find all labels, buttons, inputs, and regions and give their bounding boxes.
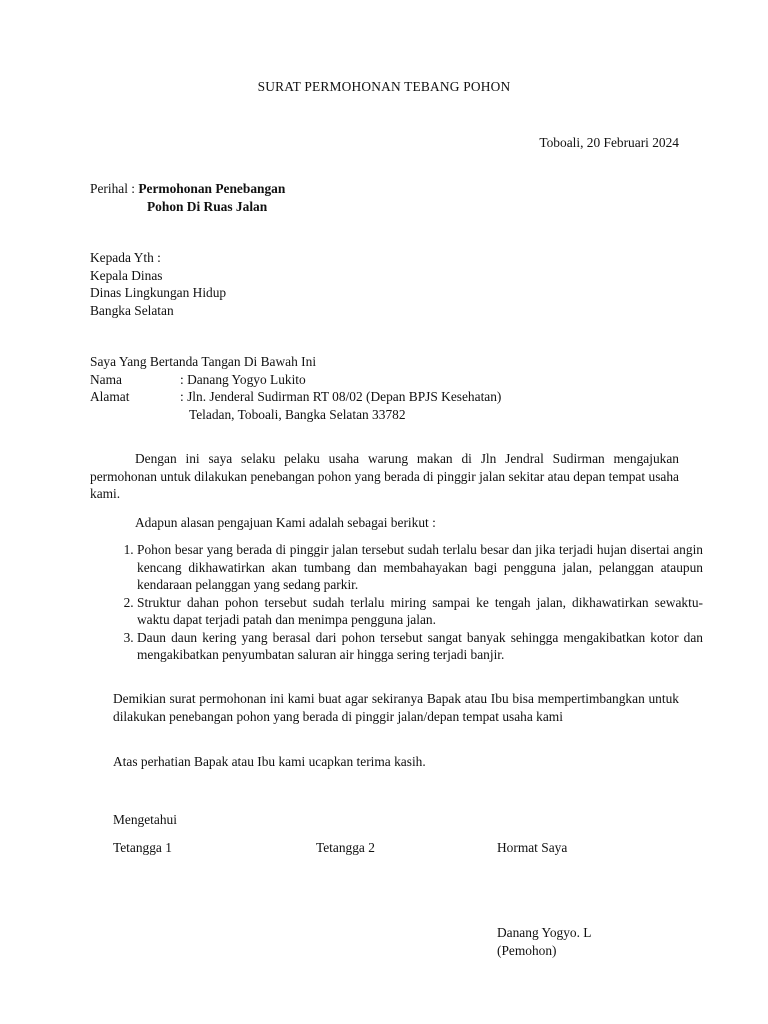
closing-paragraph-2: Atas perhatian Bapak atau Ibu kami ucapkan terima kasih. — [113, 754, 426, 769]
recipient-line-4: Bangka Selatan — [90, 302, 174, 318]
acknowledged-label: Mengetahui — [113, 812, 177, 827]
recipient-line-3: Dinas Lingkungan Hidup — [90, 285, 227, 300]
applicant-address-row — [90, 388, 501, 406]
closing-paragraph-1: Demikian surat permohonan ini kami buat agar sekiranya Bapak atau Ibu bisa mempertimbangkan untuk dilakukan penebangan pohon yang berada di pinggir jalan/depan tempat usaha kami — [113, 691, 679, 724]
recipient-line-1: Kepada Yth : — [90, 250, 161, 265]
subject-label: Perihal : — [90, 181, 139, 196]
reason-item: 1. Pohon besar yang berada di pinggir jalan tersebut sudah terlalu besar dan jika terjadi hujan disertai angin kencang dikhawatirkan akan tumbang dan membahayakan bagi pengguna jalan, pelanggan ataupun kendaraan pelanggan yang sedang parkir. — [137, 541, 703, 594]
subject-line-1 — [90, 180, 285, 198]
recipient-block — [90, 249, 226, 319]
signer-role: (Pemohon) — [497, 943, 557, 958]
neighbor-2-label: Tetangga 2 — [316, 840, 375, 855]
body-paragraph-1: Dengan ini saya selaku pelaku usaha warung makan di Jln Jendral Sudirman mengajukan permohonan untuk dilakukan penebangan pohon yang berada di pinggir jalan sekitar atau depan tempat usaha kami. — [90, 451, 679, 501]
signer-name: Danang Yogyo. L — [497, 925, 592, 940]
subject-block — [90, 180, 285, 215]
address-label: Alamat — [90, 389, 130, 404]
reason-item: 3. Daun daun kering yang berasal dari pohon tersebut sangat banyak sehingga mengakibatkan kotor dan mengakibatkan penyumbatan saluran air hingga sering terjadi banjir. — [137, 629, 703, 664]
body-paragraph-2: Adapun alasan pengajuan Kami adalah sebagai berikut : — [135, 515, 436, 530]
neighbor-1-label: Tetangga 1 — [113, 840, 172, 855]
applicant-intro: Saya Yang Bertanda Tangan Di Bawah Ini — [90, 354, 317, 369]
reasons-list — [113, 541, 703, 664]
subject-text-1: Permohonan Penebangan — [138, 181, 286, 196]
address-value-1: : Jln. Jenderal Sudirman RT 08/02 (Depan BPJS Kesehatan) — [180, 389, 502, 404]
letter-title: SURAT PERMOHONAN TEBANG POHON — [257, 79, 511, 94]
recipient-line-2: Kepala Dinas — [90, 267, 163, 283]
address-value-2: Teladan, Toboali, Bangka Selatan 33782 — [189, 406, 406, 422]
regards-label: Hormat Saya — [497, 840, 568, 855]
letter-date: Toboali, 20 Februari 2024 — [539, 135, 679, 150]
subject-text-2: Pohon Di Ruas Jalan — [147, 198, 268, 214]
applicant-block — [90, 353, 501, 423]
name-value: : Danang Yogyo Lukito — [180, 371, 306, 387]
applicant-name-row — [90, 371, 501, 389]
reason-item: 2. Struktur dahan pohon tersebut sudah terlalu miring sampai ke tengah jalan, dikhawatirkan sewaktu-waktu dapat terjadi patah dan menimpa pengguna jalan. — [137, 594, 703, 629]
name-label: Nama — [90, 371, 122, 387]
